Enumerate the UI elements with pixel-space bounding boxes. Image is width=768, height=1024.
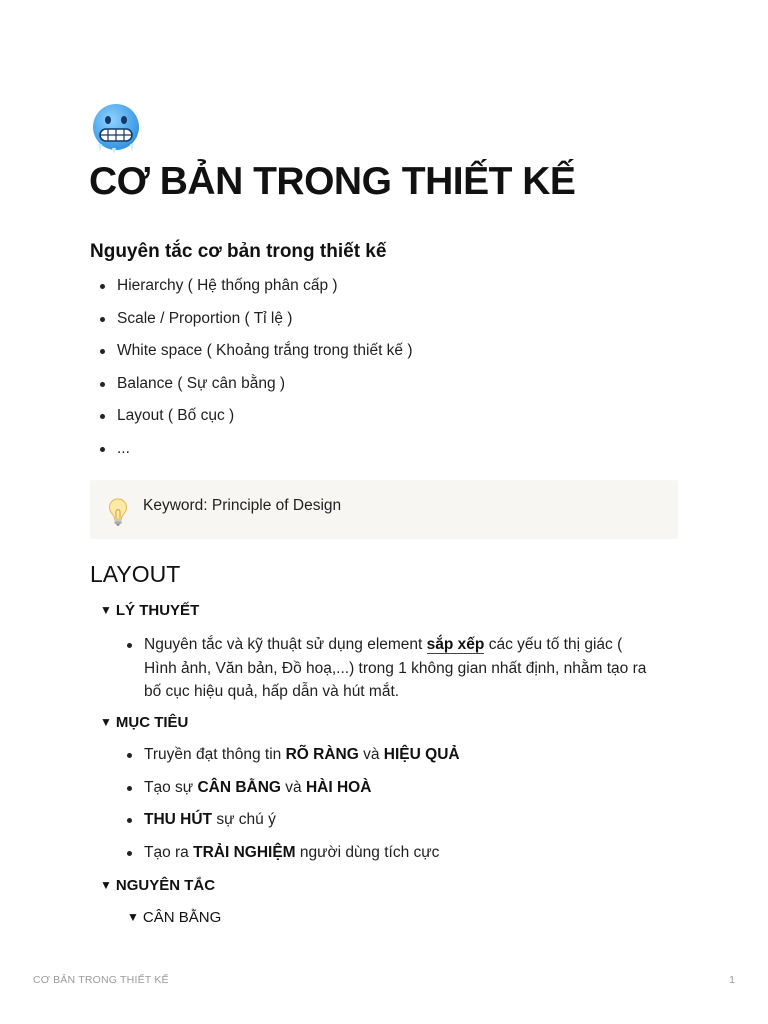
toggle-triangle-icon[interactable]: ▼ [100, 603, 112, 617]
list-item: Tạo sự CÂN BẰNG và HÀI HOÀ [117, 776, 657, 809]
toggle-theory[interactable] [100, 602, 199, 619]
list-item: THU HÚT sự chú ý [117, 808, 657, 841]
emphasis-text: sắp xếp [426, 636, 485, 653]
keyword-callout [90, 480, 678, 539]
toggle-label: NGUYÊN TẮC [115, 877, 216, 894]
toggle-label: CÂN BẰNG [142, 909, 222, 926]
toggle-rules[interactable] [100, 877, 215, 894]
callout-text: Keyword: Principle of Design [143, 497, 342, 514]
toggle-label: MỤC TIÊU [115, 714, 189, 731]
cold-face-emoji-icon [90, 102, 142, 154]
toggle-triangle-icon[interactable]: ▼ [100, 715, 112, 729]
list-item: Nguyên tắc và kỹ thuật sử dụng element sắp xếp các yếu tố thị giác ( Hình ảnh, Văn bản, Đồ hoạ,...) trong 1 không gian nhất định, nhằm tạo ra bố cục hiệu quả, hấp dẫn và hút mắt. [117, 633, 657, 704]
list-item: Scale / Proportion ( Tỉ lệ ) [90, 306, 650, 339]
list-item: ... [90, 436, 650, 469]
layout-heading: LAYOUT [90, 561, 181, 587]
list-item: Tạo ra TRẢI NGHIỆM người dùng tích cực [117, 841, 657, 874]
lightbulb-icon [108, 497, 128, 527]
principles-list [90, 273, 650, 469]
toggle-triangle-icon[interactable]: ▼ [127, 910, 139, 924]
page-number: 1 [729, 974, 735, 986]
footer-title: CƠ BẢN TRONG THIẾT KẾ [33, 974, 169, 986]
page-title: CƠ BẢN TRONG THIẾT KẾ [89, 160, 576, 203]
toggle-triangle-icon[interactable]: ▼ [100, 878, 112, 892]
principles-heading: Nguyên tắc cơ bản trong thiết kế [90, 241, 387, 262]
toggle-balance[interactable] [127, 909, 221, 926]
list-item: White space ( Khoảng trắng trong thiết kế ) [90, 338, 650, 371]
list-item: Balance ( Sự cân bằng ) [90, 371, 650, 404]
list-item: Hierarchy ( Hệ thống phân cấp ) [90, 273, 650, 306]
toggle-label: LÝ THUYẾT [115, 602, 200, 619]
goals-list [117, 743, 657, 873]
theory-list [117, 633, 657, 704]
list-item: Truyền đạt thông tin RÕ RÀNG và HIỆU QUẢ [117, 743, 657, 776]
toggle-goals[interactable] [100, 714, 188, 731]
list-item: Layout ( Bố cục ) [90, 403, 650, 436]
